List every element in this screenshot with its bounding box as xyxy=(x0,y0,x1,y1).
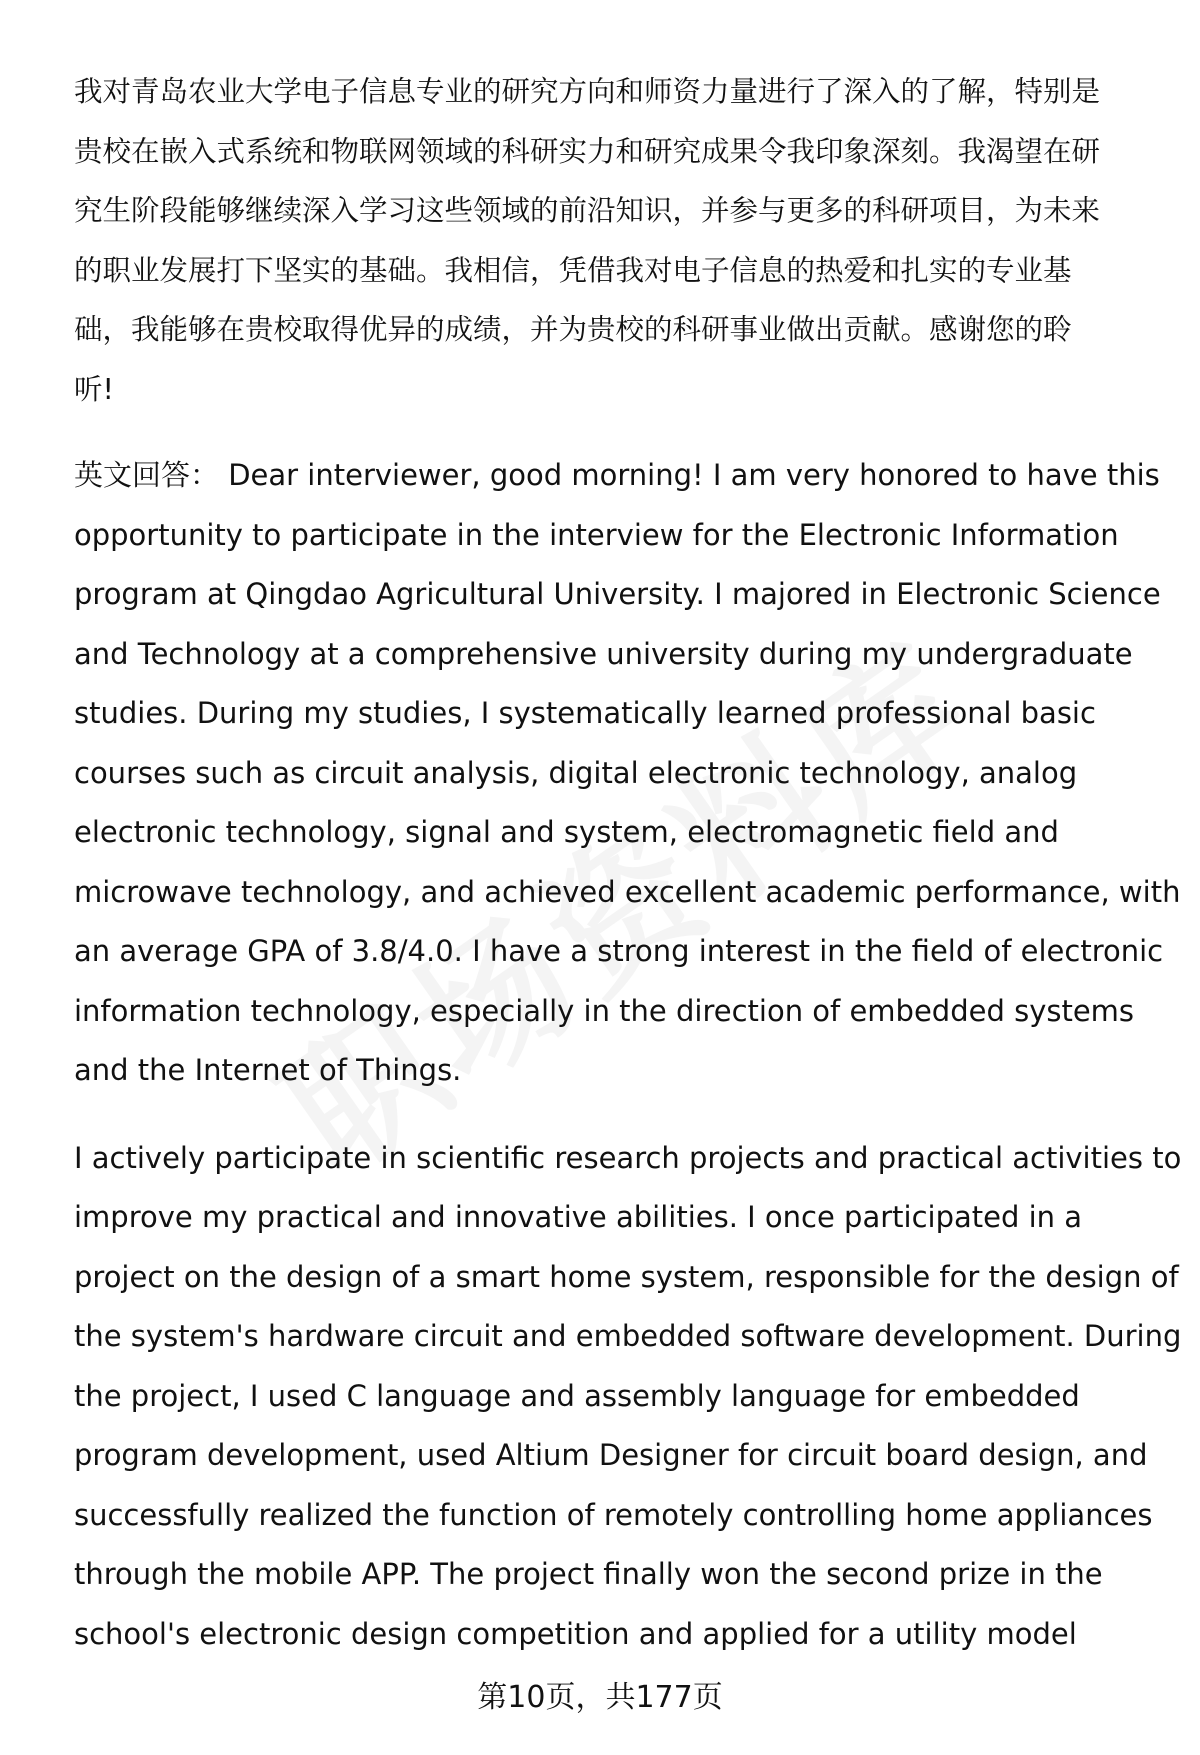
text-line: studies. During my studies, I systematically learned professional basic xyxy=(74,696,1096,730)
text-line: 的职业发展打下坚实的基础。我相信，凭借我对电子信息的热爱和扎实的专业基 xyxy=(74,253,1072,287)
paragraph-chinese-intro xyxy=(74,62,1164,419)
text-line: program at Qingdao Agricultural University. I majored in Electronic Science xyxy=(74,577,1161,611)
text-line: an average GPA of 3.8/4.0. I have a strong interest in the field of electronic xyxy=(74,934,1164,968)
text-line: project on the design of a smart home system, responsible for the design of xyxy=(74,1259,1179,1294)
text-line: 听! xyxy=(74,372,114,406)
text-line: 英文回答： Dear interviewer, good morning! I am very honored to have this xyxy=(74,458,1160,492)
text-line: and Technology at a comprehensive university during my undergraduate xyxy=(74,636,1133,671)
text-line: program development, used Altium Designer for circuit board design, and xyxy=(74,1438,1148,1472)
text-line: opportunity to participate in the interview for the Electronic Information xyxy=(74,517,1119,552)
text-line: electronic technology, signal and system, electromagnetic field and xyxy=(74,815,1059,849)
text-line: the project, I used C language and assembly language for embedded xyxy=(74,1378,1080,1413)
document-body xyxy=(74,62,1182,1664)
text-line: through the mobile APP. The project finally won the second prize in the xyxy=(74,1557,1103,1591)
text-line: I actively participate in scientific research projects and practical activities to xyxy=(74,1140,1182,1175)
text-line: and the Internet of Things. xyxy=(74,1053,462,1087)
text-line: the system's hardware circuit and embedded software development. During xyxy=(74,1319,1182,1353)
paragraph-english-research xyxy=(74,1129,1182,1665)
text-line: school's electronic design competition and applied for a utility model xyxy=(74,1616,1077,1651)
text-line: improve my practical and innovative abilities. I once participated in a xyxy=(74,1200,1083,1234)
text-line: 我对青岛农业大学电子信息专业的研究方向和师资力量进行了深入的了解，特别是 xyxy=(74,75,1101,108)
text-line: 究生阶段能够继续深入学习这些领域的前沿知识，并参与更多的科研项目，为未来 xyxy=(74,194,1101,227)
text-line: courses such as circuit analysis, digital electronic technology, analog xyxy=(74,755,1078,790)
text-line: 贵校在嵌入式系统和物联网领域的科研实力和研究成果令我印象深刻。我渴望在研 xyxy=(74,134,1101,168)
text-line: microwave technology, and achieved excellent academic performance, with xyxy=(74,874,1181,909)
page-number-footer: 第10页，共177页 xyxy=(477,1680,723,1715)
paragraph-spacer xyxy=(74,1101,1164,1129)
paragraph-english-answer xyxy=(74,446,1181,1101)
text-line: successfully realized the function of remotely controlling home appliances xyxy=(74,1497,1153,1532)
paragraph-spacer xyxy=(74,419,1164,446)
text-line: information technology, especially in the direction of embedded systems xyxy=(74,993,1135,1028)
text-line: 础，我能够在贵校取得优异的成绩，并为贵校的科研事业做出贡献。感谢您的聆 xyxy=(74,313,1072,346)
